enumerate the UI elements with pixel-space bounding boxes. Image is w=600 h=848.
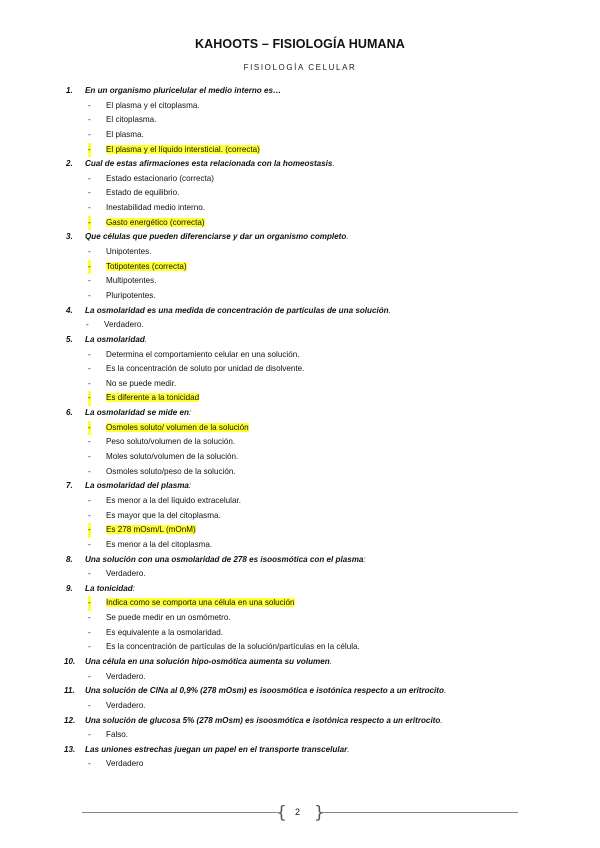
answer-option-highlighted xyxy=(0,391,600,406)
answer-option-highlighted xyxy=(0,596,600,611)
answer-bullet: - xyxy=(88,364,91,374)
question-text: Una solución con una osmolaridad de 278 es isoosmótica con el plasma xyxy=(85,554,364,564)
answer-text: Verdadero. xyxy=(106,700,146,710)
answer-text: Es la concentración de partículas de la solución/partículas en la célula. xyxy=(106,642,360,652)
answer-text: Es 278 mOsm/L (mOnM) xyxy=(106,525,196,535)
answer-option xyxy=(0,538,600,553)
footer-brace-left: { xyxy=(276,803,287,823)
question-punctuation: : xyxy=(188,481,192,491)
answer-bullet: - xyxy=(88,495,91,505)
answer-text: Verdadero. xyxy=(106,671,146,681)
answer-option xyxy=(0,274,600,289)
question-text: Las uniones estrechas juegan un papel en el transporte transcelular xyxy=(85,744,348,754)
answer-text: Es la concentración de soluto por unidad de disolvente. xyxy=(106,364,305,374)
answer-text: Estado de equilibrio. xyxy=(106,188,180,198)
answer-text: Verdadero xyxy=(106,759,144,769)
answer-bullet: - xyxy=(88,290,91,300)
question-3 xyxy=(0,230,600,245)
question-text: Cual de estas afirmaciones esta relacionada con la homeostasis xyxy=(85,159,333,169)
answer-option xyxy=(0,172,600,187)
answer-bullet: - xyxy=(88,100,91,110)
answer-text: Es menor a la del citoplasma. xyxy=(106,539,213,549)
answer-option xyxy=(0,245,600,260)
question-number: 3. xyxy=(66,232,73,242)
question-number: 12. xyxy=(64,715,76,725)
answer-option xyxy=(0,435,600,450)
answer-option xyxy=(0,318,600,333)
question-7 xyxy=(0,479,600,494)
question-10 xyxy=(0,655,600,670)
section-subtitle: FISIOLOGÍA CELULAR xyxy=(243,63,357,72)
question-11 xyxy=(0,684,600,699)
answer-bullet: - xyxy=(88,143,91,158)
answer-bullet: - xyxy=(88,437,91,447)
answer-text: Determina el comportamiento celular en una solución. xyxy=(106,349,300,359)
question-number: 8. xyxy=(66,554,73,564)
question-2 xyxy=(0,157,600,172)
answer-bullet: - xyxy=(88,510,91,520)
answer-bullet: - xyxy=(88,596,91,611)
answer-text: Es menor a la del líquido extracelular. xyxy=(106,495,241,505)
question-number: 7. xyxy=(66,481,73,491)
question-punctuation: : xyxy=(188,408,192,418)
question-5 xyxy=(0,333,600,348)
question-number: 13. xyxy=(64,744,76,754)
answer-option xyxy=(0,113,600,128)
answer-bullet: - xyxy=(88,216,91,231)
answer-text: Verdadero. xyxy=(106,569,146,579)
question-text: Que células que pueden diferenciarse y dar un organismo completo xyxy=(85,232,347,242)
answer-text: Se puede medir en un osmómetro. xyxy=(106,613,231,623)
answer-text: No se puede medir. xyxy=(106,378,177,388)
answer-option xyxy=(0,757,600,772)
answer-option xyxy=(0,186,600,201)
answer-text: Gasto energético (correcta) xyxy=(106,217,205,227)
question-punctuation: . xyxy=(443,686,447,696)
answer-text: Indica como se comporta una célula en una solución xyxy=(106,598,295,608)
answer-option xyxy=(0,201,600,216)
question-6 xyxy=(0,406,600,421)
question-punctuation: . xyxy=(144,334,148,344)
answer-text: El plasma y el líquido intersticial. (correcta) xyxy=(106,144,260,154)
answer-option-highlighted xyxy=(0,216,600,231)
answer-bullet: - xyxy=(88,523,91,538)
answer-text: Inestabilidad medio interno. xyxy=(106,203,205,213)
answer-bullet: - xyxy=(88,391,91,406)
question-text: La tonicidad xyxy=(85,583,133,593)
answer-bullet: - xyxy=(86,320,89,330)
answer-text: Totipotentes (correcta) xyxy=(106,261,187,271)
answer-option xyxy=(0,728,600,743)
answer-text: Pluripotentes. xyxy=(106,290,156,300)
answer-option xyxy=(0,670,600,685)
answer-bullet: - xyxy=(88,642,91,652)
footer-rule-left xyxy=(82,812,278,813)
question-4 xyxy=(0,304,600,319)
answer-bullet: - xyxy=(88,115,91,125)
footer-rule-right xyxy=(322,812,518,813)
answer-text: El plasma. xyxy=(106,129,144,139)
answer-bullet: - xyxy=(88,671,91,681)
answer-option xyxy=(0,626,600,641)
answer-option xyxy=(0,450,600,465)
question-number: 11. xyxy=(64,686,75,696)
question-number: 1. xyxy=(66,86,73,95)
question-text: Una solución de glucosa 5% (278 mOsm) es isoosmótica e isotónica respecto a un eritrocito xyxy=(85,715,441,725)
answer-bullet: - xyxy=(88,466,91,476)
question-13 xyxy=(0,743,600,758)
answer-bullet: - xyxy=(88,378,91,388)
answer-text: Moles soluto/volumen de la solución. xyxy=(106,452,239,462)
answer-text: Es mayor que la del citoplasma. xyxy=(106,510,221,520)
answer-text: Verdadero. xyxy=(104,320,144,330)
page-footer xyxy=(0,801,600,825)
question-number: 6. xyxy=(66,408,73,418)
answer-text: El citoplasma. xyxy=(106,115,157,125)
question-text: La osmolaridad del plasma xyxy=(85,481,189,491)
question-number: 10. xyxy=(64,656,76,666)
answer-option xyxy=(0,348,600,363)
answer-option xyxy=(0,611,600,626)
answer-bullet: - xyxy=(88,276,91,286)
answer-option xyxy=(0,699,600,714)
question-punctuation: . xyxy=(346,232,349,242)
question-punctuation: . xyxy=(329,656,332,666)
answer-bullet: - xyxy=(88,759,91,769)
question-punctuation: : xyxy=(132,583,135,593)
question-9 xyxy=(0,582,600,597)
answer-bullet: - xyxy=(88,421,91,436)
answer-bullet: - xyxy=(88,539,91,549)
answer-bullet: - xyxy=(88,203,91,213)
answer-text: Osmoles soluto/ volumen de la solución xyxy=(106,422,249,432)
answer-bullet: - xyxy=(88,569,91,579)
question-punctuation: : xyxy=(363,554,366,564)
answer-option xyxy=(0,509,600,524)
question-text: La osmolaridad xyxy=(85,334,145,344)
answer-option xyxy=(0,494,600,509)
answer-option xyxy=(0,128,600,143)
question-text: La osmolaridad es una medida de concentración de partículas de una solución xyxy=(85,305,389,315)
answer-option-highlighted xyxy=(0,143,600,158)
answer-text: Falso. xyxy=(106,730,129,740)
question-text: Una célula en una solución hipo-osmótica aumenta su volumen xyxy=(85,656,330,666)
answer-text: Osmoles soluto/peso de la solución. xyxy=(106,466,236,476)
answer-text: Estado estacionario (correcta) xyxy=(106,173,214,183)
answer-bullet: - xyxy=(88,129,91,139)
question-punctuation: . xyxy=(347,744,350,754)
answer-option xyxy=(0,567,600,582)
question-punctuation: . xyxy=(388,305,391,315)
question-number: 2. xyxy=(66,159,73,169)
question-text: Una solución de ClNa al 0,9% (278 mOsm) es isoosmótica e isotónica respecto a un eritrocito xyxy=(85,686,444,696)
question-number: 9. xyxy=(66,583,73,593)
answer-text: Unipotentes. xyxy=(106,247,152,257)
answer-bullet: - xyxy=(88,627,91,637)
answer-option xyxy=(0,377,600,392)
answer-bullet: - xyxy=(88,173,91,183)
page-number: 2 xyxy=(295,807,301,817)
question-punctuation: . xyxy=(332,159,335,169)
answer-option-highlighted xyxy=(0,260,600,275)
answer-text: El plasma y el citoplasma. xyxy=(106,100,200,110)
answer-bullet: - xyxy=(88,188,91,198)
answer-bullet: - xyxy=(88,700,91,710)
answer-bullet: - xyxy=(88,452,91,462)
question-punctuation: . xyxy=(440,715,443,725)
answer-option xyxy=(0,640,600,655)
question-text: La osmolaridad se mide en xyxy=(85,408,189,418)
answer-bullet: - xyxy=(88,260,91,275)
answer-text: Es equivalente a la osmolaridad. xyxy=(106,627,223,637)
footer-brace-right: } xyxy=(314,803,325,823)
question-8 xyxy=(0,553,600,568)
answer-text: Multipotentes. xyxy=(106,276,157,286)
question-12 xyxy=(0,714,600,729)
answer-option xyxy=(0,99,600,114)
answer-text: Peso soluto/volumen de la solución. xyxy=(106,437,236,447)
question-1 xyxy=(0,84,600,99)
question-text: En un organismo pluricelular el medio interno es… xyxy=(85,86,282,95)
question-list xyxy=(0,84,600,772)
answer-bullet: - xyxy=(88,349,91,359)
document-title: KAHOOTS – FISIOLOGÍA HUMANA xyxy=(195,37,405,51)
answer-option-highlighted xyxy=(0,523,600,538)
answer-bullet: - xyxy=(88,730,91,740)
answer-bullet: - xyxy=(88,613,91,623)
answer-option-highlighted xyxy=(0,421,600,436)
answer-text: Es diferente a la tonicidad xyxy=(106,393,200,403)
answer-option xyxy=(0,289,600,304)
question-number: 5. xyxy=(66,334,73,344)
answer-option xyxy=(0,362,600,377)
question-number: 4. xyxy=(66,305,73,315)
answer-option xyxy=(0,465,600,480)
answer-bullet: - xyxy=(88,247,91,257)
